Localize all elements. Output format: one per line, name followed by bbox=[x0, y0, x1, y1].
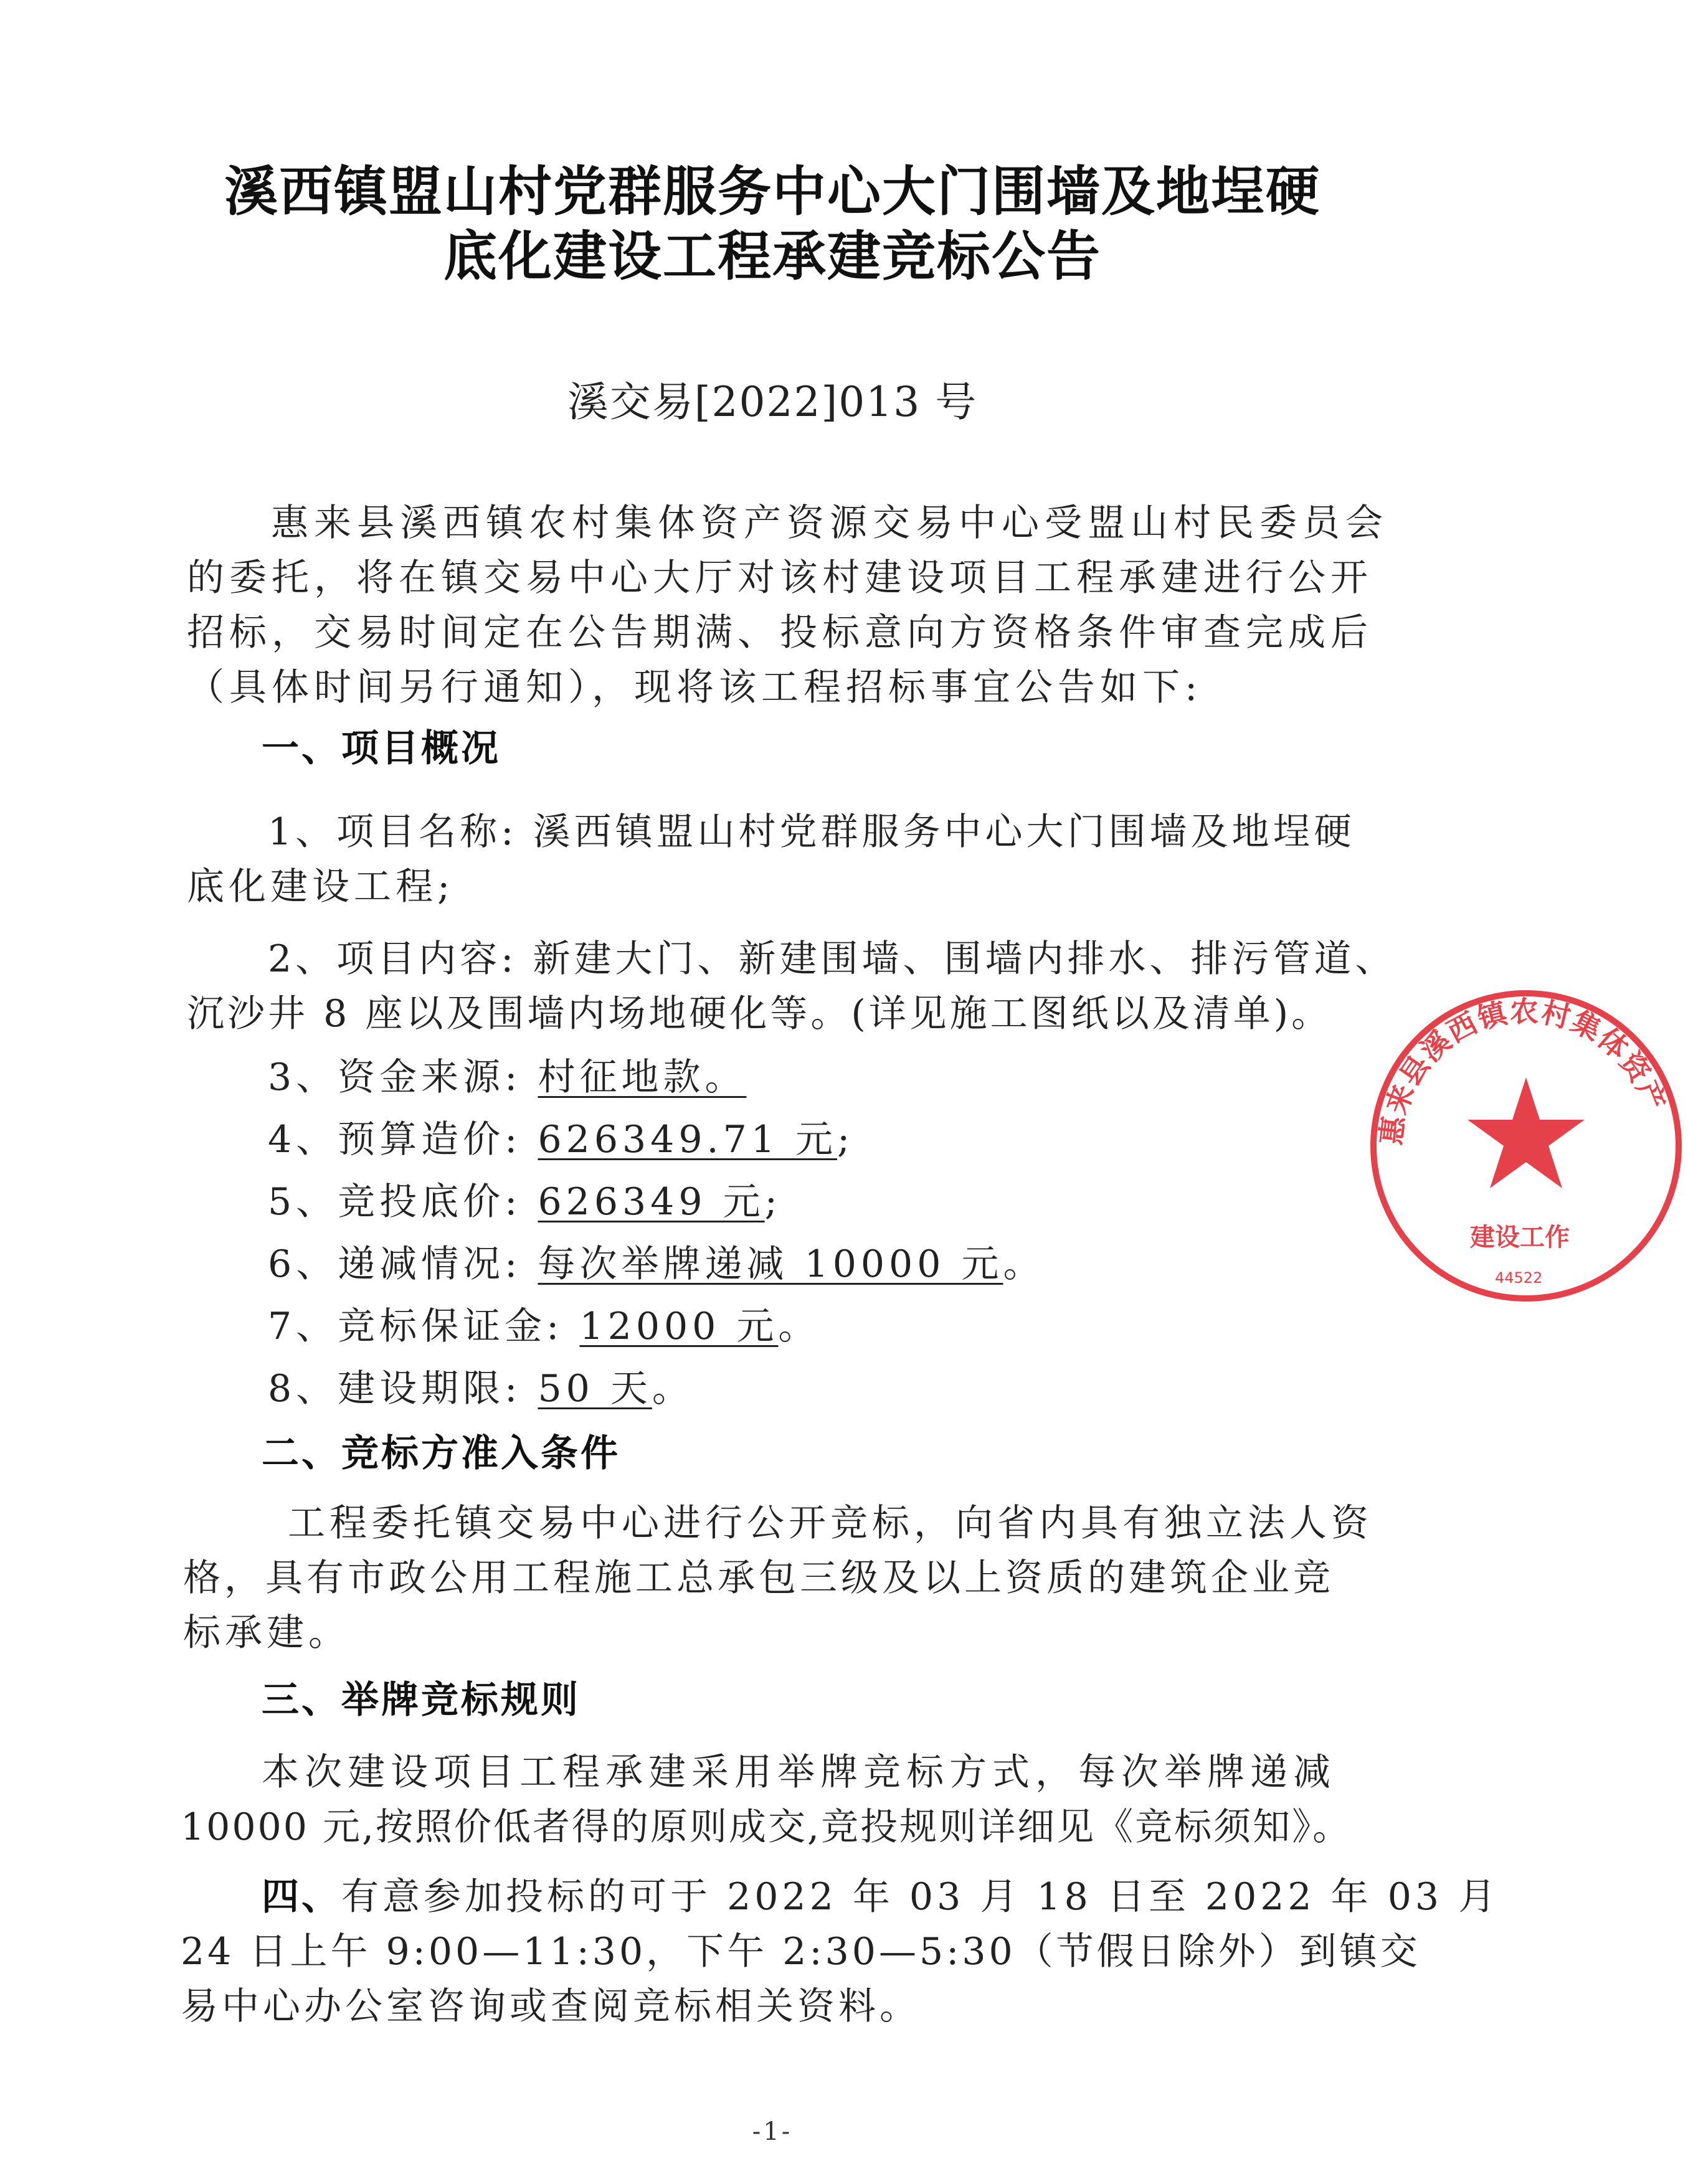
punct: ; bbox=[764, 1180, 782, 1224]
section-heading-rules: 三、举牌竞标规则 bbox=[262, 1678, 581, 1722]
item-label: 7、竞标保证金: bbox=[268, 1305, 580, 1348]
intro-line: （具体时间另行通知），现将该工程招标事宜公告如下: bbox=[187, 666, 1203, 709]
item-duration bbox=[268, 1364, 694, 1414]
punct: ; bbox=[837, 1118, 855, 1161]
item-budget bbox=[268, 1115, 854, 1165]
inquiry-line: 24 日上午 9:00—11:30，下午 2:30—5:30（节假日除外）到镇交 bbox=[181, 1930, 1421, 1974]
item-label: 8、建设期限: bbox=[268, 1367, 538, 1411]
item-project-content: 2、项目内容: 新建大门、新建围墙、围墙内排水、排污管道、 bbox=[268, 937, 1396, 981]
seal-code: 44522 bbox=[1495, 1269, 1543, 1287]
eligibility-line: 标承建。 bbox=[183, 1611, 350, 1655]
eligibility-line: 工程委托镇交易中心进行公开竞标，向省内具有独立法人资 bbox=[288, 1501, 1373, 1545]
intro-line: 惠来县溪西镇农村集体资产资源交易中心受盟山村民委员会 bbox=[271, 501, 1388, 545]
official-seal-stamp bbox=[1364, 984, 1688, 1308]
item-label: 6、递减情况: bbox=[268, 1242, 538, 1286]
rules-line: 本次建设项目工程承建采用举牌竞标方式，每次举牌递减 bbox=[262, 1751, 1336, 1794]
item-project-name: 1、项目名称: 溪西镇盟山村党群服务中心大门围墙及地埕硬 bbox=[268, 810, 1355, 854]
item-label: 3、资金来源: bbox=[268, 1056, 538, 1099]
seal-text-bottom: 建设工作 bbox=[1470, 1223, 1570, 1252]
intro-line: 招标，交易时间定在公告期满、投标意向方资格条件审查完成后 bbox=[187, 611, 1373, 655]
duration-value: 50 天 bbox=[538, 1367, 652, 1411]
seal-star-icon bbox=[1468, 1077, 1585, 1188]
section-heading-overview: 一、项目概况 bbox=[262, 727, 501, 770]
section-lead: 四、 bbox=[262, 1875, 341, 1919]
punct: 。 bbox=[778, 1305, 820, 1348]
rules-line: 10000 元,按照价低者得的原则成交,竞投规则详细见《竞标须知》。 bbox=[181, 1805, 1352, 1849]
punct: 。 bbox=[1003, 1242, 1045, 1286]
item-fund-source bbox=[268, 1052, 746, 1102]
base-price-value: 626349 元 bbox=[538, 1180, 765, 1224]
deposit-value: 12000 元 bbox=[579, 1305, 779, 1348]
budget-value: 626349.71 元 bbox=[538, 1118, 838, 1161]
fund-source-value: 村征地款。 bbox=[538, 1056, 747, 1099]
title-line-2: 底化建设工程承建竞标公告 bbox=[443, 225, 1101, 288]
item-label: 5、竞投底价: bbox=[268, 1180, 538, 1224]
item-base-price bbox=[268, 1177, 782, 1227]
inquiry-line bbox=[262, 1872, 1499, 1922]
decrement-value: 每次举牌递减 10000 元 bbox=[538, 1242, 1003, 1286]
document-number: 溪交易[2022]013 号 bbox=[567, 378, 978, 426]
item-project-name-cont: 底化建设工程; bbox=[187, 865, 455, 909]
eligibility-line: 格，具有市政公用工程施工总承包三级及以上资质的建筑企业竞 bbox=[183, 1556, 1334, 1600]
title-line-1: 溪西镇盟山村党群服务中心大门围墙及地埕硬 bbox=[224, 160, 1321, 223]
item-project-content-cont: 沉沙井 8 座以及围墙内场地硬化等。(详见施工图纸以及清单)。 bbox=[187, 992, 1332, 1036]
item-label: 4、预算造价: bbox=[268, 1118, 538, 1161]
intro-line: 的委托，将在镇交易中心大厅对该村建设项目工程承建进行公开 bbox=[187, 556, 1373, 600]
page-number: -1- bbox=[752, 2117, 793, 2146]
item-decrement bbox=[268, 1239, 1045, 1289]
seal-text-top: 惠来县溪西镇农村集体资产 bbox=[1373, 994, 1672, 1147]
item-deposit bbox=[268, 1302, 820, 1351]
inquiry-line: 易中心办公室咨询或查阅竞标相关资料。 bbox=[181, 1985, 921, 2028]
section-heading-eligibility: 二、竞标方准入条件 bbox=[262, 1432, 620, 1475]
punct: 。 bbox=[652, 1367, 694, 1411]
inquiry-text: 有意参加投标的可于 2022 年 03 月 18 日至 2022 年 03 月 bbox=[341, 1875, 1500, 1919]
